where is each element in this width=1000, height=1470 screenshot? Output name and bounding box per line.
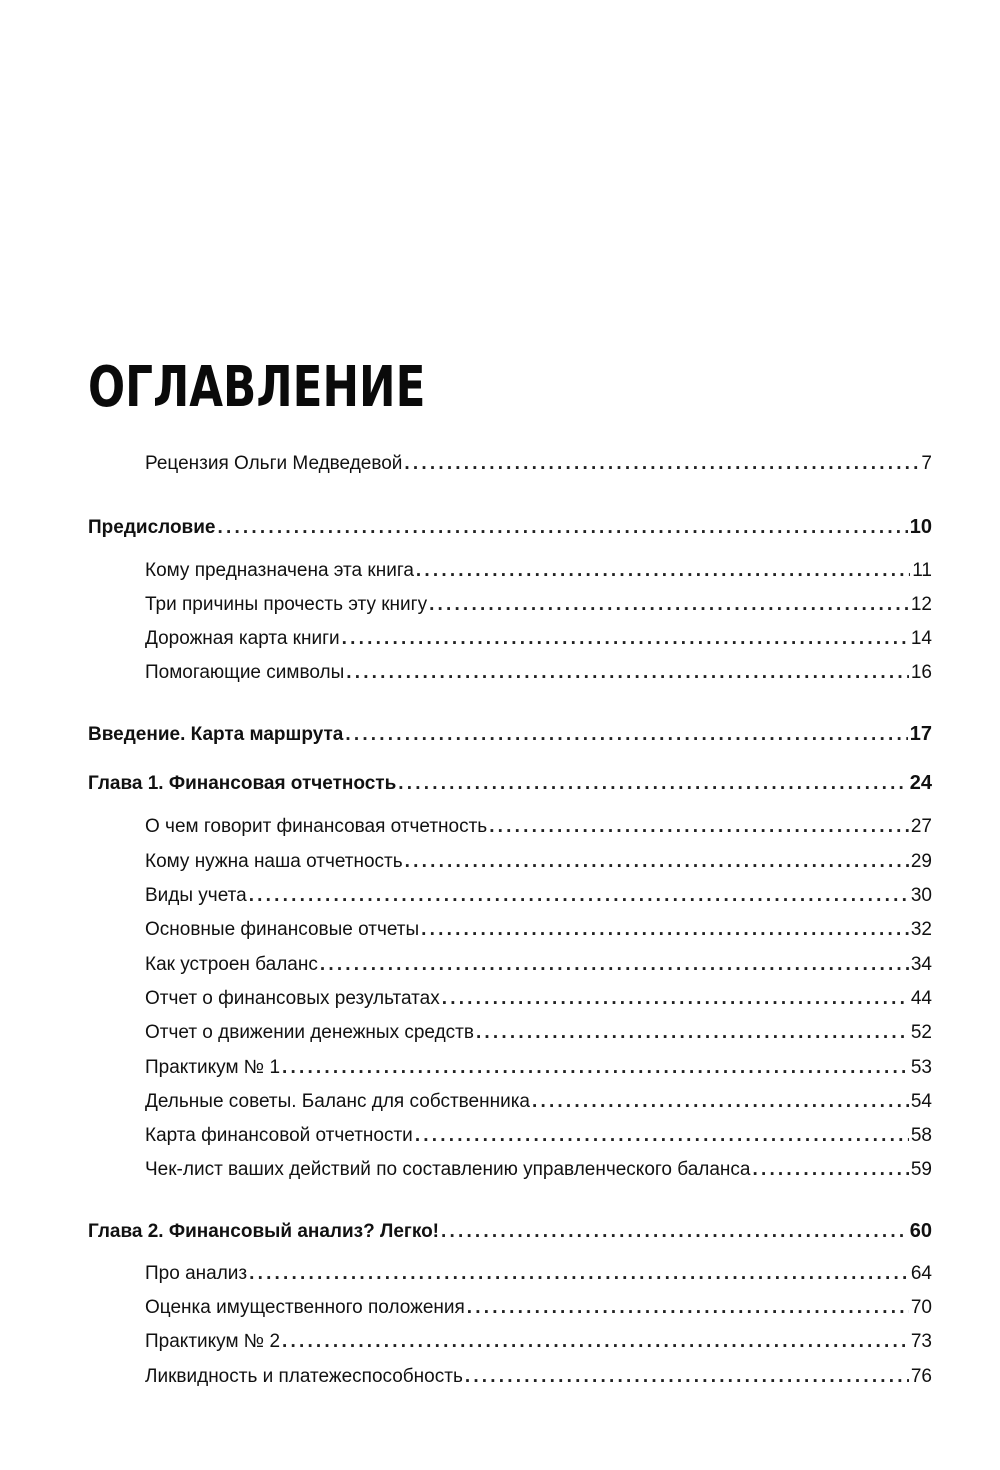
dot-leader <box>489 815 909 839</box>
toc-page-number: 27 <box>910 816 932 837</box>
toc-page-number: 76 <box>910 1366 932 1387</box>
toc-entry-label: Глава 2. Финансовый анализ? Легко! <box>88 1221 440 1242</box>
dot-leader <box>429 593 909 617</box>
toc-page-number: 54 <box>910 1091 932 1112</box>
toc-section-entry <box>145 850 932 874</box>
toc-section-entry <box>145 1296 932 1320</box>
toc-page-number: 10 <box>909 516 932 538</box>
dot-leader <box>416 559 910 583</box>
toc-page-number: 59 <box>910 1159 932 1180</box>
toc-section-entry <box>145 1158 932 1182</box>
toc-page-number: 32 <box>910 919 932 940</box>
dot-leader <box>404 452 919 476</box>
toc-page-number: 11 <box>912 560 932 581</box>
toc-section-entry <box>145 884 932 908</box>
toc-entry-label: Три причины прочесть эту книгу <box>145 594 428 615</box>
dot-leader <box>753 1158 909 1182</box>
dot-leader <box>346 661 909 685</box>
dot-leader <box>532 1090 909 1114</box>
toc-page-number: 7 <box>921 453 932 474</box>
toc-page-number: 24 <box>909 772 932 794</box>
toc-entry-label: Основные финансовые отчеты <box>145 919 420 940</box>
toc-entry-label: Кому нужна наша отчетность <box>145 851 403 872</box>
dot-leader <box>415 1124 909 1148</box>
toc-page-number: 53 <box>910 1057 932 1078</box>
toc-section-entry <box>145 1056 932 1080</box>
toc-page-number: 64 <box>910 1263 932 1284</box>
toc-section-entry <box>145 918 932 942</box>
toc-entry-label: Отчет о финансовых результатах <box>145 988 440 1009</box>
toc-page-number: 34 <box>910 954 932 975</box>
toc-chapter-entry <box>88 771 932 796</box>
dot-leader <box>249 1262 909 1286</box>
toc-page-number: 16 <box>910 662 932 683</box>
toc-page-number: 58 <box>910 1125 932 1146</box>
toc-section-entry <box>145 1365 932 1389</box>
dot-leader <box>218 516 908 540</box>
dot-leader <box>249 884 909 908</box>
toc-section-entry <box>145 593 932 617</box>
toc-section-entry <box>145 452 932 476</box>
toc-entry-label: Чек-лист ваших действий по составлению управленческого баланса <box>145 1159 751 1180</box>
toc-entry-label: Про анализ <box>145 1263 248 1284</box>
toc-section-entry <box>145 1262 932 1286</box>
toc-entry-label: Ликвидность и платежеспособность <box>145 1366 463 1387</box>
toc-chapter-entry <box>88 515 932 540</box>
toc-entry-label: Предисловие <box>88 517 216 538</box>
toc-section-entry <box>145 1330 932 1354</box>
toc-section-entry <box>145 627 932 651</box>
toc-section-entry <box>145 661 932 685</box>
dot-leader <box>398 772 907 796</box>
toc-section-entry <box>145 1021 932 1045</box>
toc-entry-label: Виды учета <box>145 885 247 906</box>
dot-leader <box>476 1021 909 1045</box>
dot-leader <box>465 1365 909 1389</box>
toc-section-entry <box>145 1090 932 1114</box>
toc-entry-label: Карта финансовой отчетности <box>145 1125 413 1146</box>
toc-page-number: 60 <box>909 1220 932 1242</box>
toc-section-entry <box>145 987 932 1011</box>
toc-entry-label: Глава 1. Финансовая отчетность <box>88 773 397 794</box>
dot-leader <box>405 850 909 874</box>
dot-leader <box>320 953 909 977</box>
toc-entry-label: О чем говорит финансовая отчетность <box>145 816 488 837</box>
toc-page-number: 52 <box>910 1022 932 1043</box>
page-title: ОГЛАВЛЕНИЕ <box>88 354 426 420</box>
toc-entry-label: Введение. Карта маршрута <box>88 724 344 745</box>
toc-entry-label: Практикум № 2 <box>145 1331 281 1352</box>
toc-chapter-entry <box>88 722 932 747</box>
toc-page-number: 17 <box>909 723 932 745</box>
dot-leader <box>467 1296 909 1320</box>
toc-entry-label: Кому предназначена эта книга <box>145 560 414 581</box>
toc-section-entry <box>145 953 932 977</box>
toc-entry-label: Дельные советы. Баланс для собственника <box>145 1091 530 1112</box>
dot-leader <box>421 918 909 942</box>
dot-leader <box>282 1330 909 1354</box>
toc-page-number: 29 <box>910 851 932 872</box>
toc-entry-label: Рецензия Ольги Медведевой <box>145 453 403 474</box>
toc-section-entry <box>145 1124 932 1148</box>
dot-leader <box>345 723 907 747</box>
dot-leader <box>282 1056 909 1080</box>
toc-entry-label: Как устроен баланс <box>145 954 318 975</box>
toc-entry-label: Дорожная карта книги <box>145 628 340 649</box>
toc-section-entry <box>145 815 932 839</box>
toc-page-number: 30 <box>910 885 932 906</box>
toc-entry-label: Помогающие символы <box>145 662 345 683</box>
dot-leader <box>342 627 909 651</box>
toc-page-number: 73 <box>910 1331 932 1352</box>
toc-entry-label: Отчет о движении денежных средств <box>145 1022 474 1043</box>
toc-page-number: 12 <box>910 594 932 615</box>
toc-page-number: 44 <box>910 988 932 1009</box>
toc-chapter-entry <box>88 1219 932 1244</box>
dot-leader <box>442 987 909 1011</box>
toc-entry-label: Практикум № 1 <box>145 1057 281 1078</box>
toc-page-number: 14 <box>910 628 932 649</box>
toc-entry-label: Оценка имущественного положения <box>145 1297 465 1318</box>
dot-leader <box>441 1220 908 1244</box>
toc-section-entry <box>145 559 932 583</box>
toc-page-number: 70 <box>910 1297 932 1318</box>
